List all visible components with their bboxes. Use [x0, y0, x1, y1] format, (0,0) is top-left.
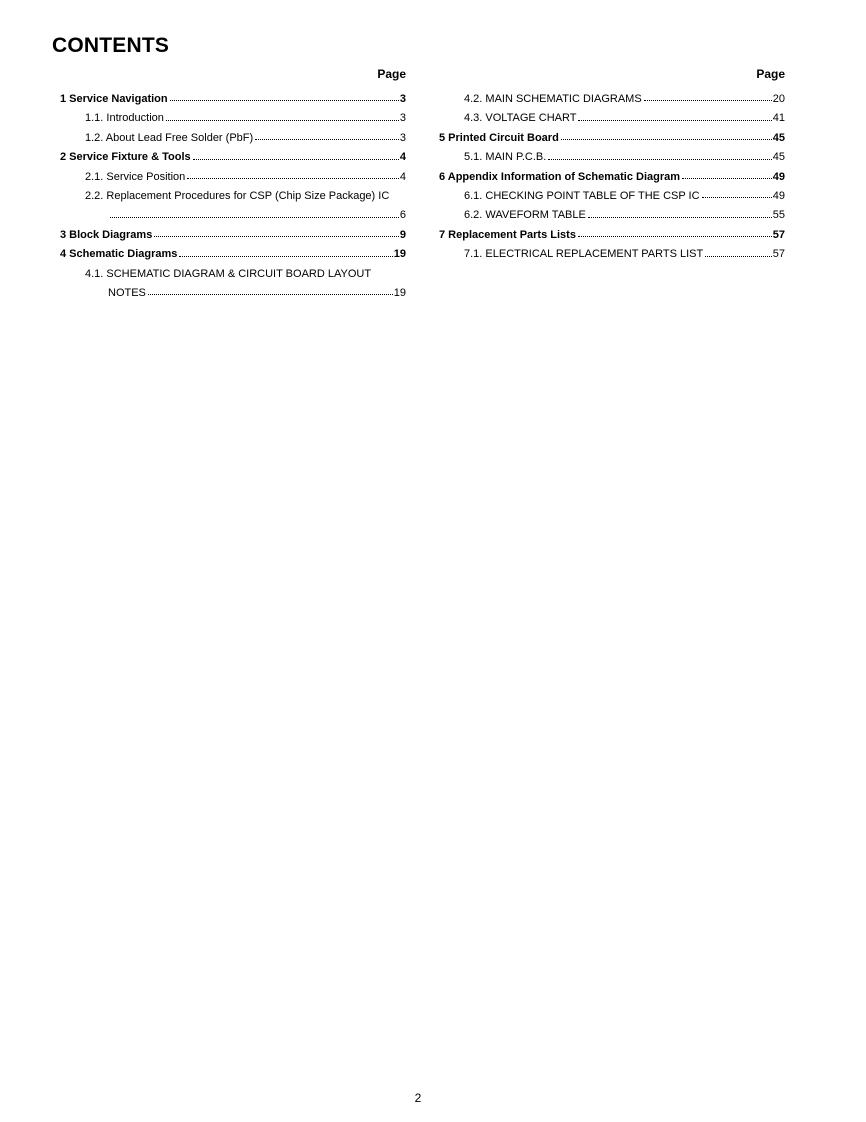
- dot-leader: [110, 217, 399, 218]
- dot-leader: [193, 159, 399, 160]
- toc-entry-page: 3: [399, 93, 406, 105]
- dot-leader: [588, 217, 772, 218]
- toc-entry-page: 4: [399, 151, 406, 164]
- toc-entry[interactable]: [437, 187, 785, 206]
- toc-entry-label: 1.1. Introduction: [85, 112, 164, 125]
- toc-entry[interactable]: [58, 245, 406, 264]
- toc-entry-page: 6: [399, 209, 406, 222]
- toc-entry-page: 19: [393, 286, 406, 299]
- toc-entry-label: 6.2. WAVEFORM TABLE: [464, 209, 586, 222]
- toc-entry[interactable]: [58, 168, 406, 187]
- dot-leader: [561, 139, 772, 140]
- toc-entry-page: 9: [399, 228, 406, 241]
- toc-entry-continuation: [58, 284, 406, 303]
- toc-entry[interactable]: [437, 148, 785, 167]
- toc-entry-label: 4.3. VOLTAGE CHART: [464, 112, 577, 125]
- dot-leader: [705, 256, 772, 257]
- toc-entry-page: 41: [772, 112, 785, 125]
- toc-entry-wrapped[interactable]: [58, 265, 406, 304]
- toc-entry-page: 49: [772, 170, 785, 183]
- toc-entry-page: 19: [393, 248, 406, 261]
- dot-leader: [148, 294, 393, 295]
- dot-leader: [548, 159, 771, 160]
- toc-entry-label: 4 Schematic Diagrams: [60, 248, 178, 261]
- toc-entry-label: 1 Service Navigation: [60, 93, 168, 105]
- toc-entry[interactable]: [437, 90, 785, 109]
- toc-entry[interactable]: [58, 90, 406, 109]
- toc-entry-page: 45: [772, 151, 785, 164]
- toc-entry-page: 57: [772, 248, 785, 261]
- toc-entry[interactable]: [437, 109, 785, 128]
- toc-left-column: [58, 66, 406, 303]
- toc-entry-label: 6 Appendix Information of Schematic Diagram: [439, 170, 681, 183]
- toc-entry-label: 5 Printed Circuit Board: [439, 131, 559, 144]
- toc-entry-continuation: [58, 206, 406, 225]
- toc-entry-label: 7 Replacement Parts Lists: [439, 228, 576, 241]
- page-column-header: Page: [377, 67, 406, 81]
- toc-entry-label: 4.1. SCHEMATIC DIAGRAM & CIRCUIT BOARD LAYOUT: [85, 267, 372, 280]
- toc-entry-page: 4: [399, 170, 406, 183]
- toc-entry-page: 3: [399, 131, 406, 144]
- toc-entry[interactable]: [437, 129, 785, 148]
- toc-entry-label: 7.1. ELECTRICAL REPLACEMENT PARTS LIST: [464, 248, 704, 261]
- dot-leader: [578, 236, 772, 237]
- toc-right-column: [437, 66, 785, 265]
- toc-entry-label: 2.1. Service Position: [85, 170, 186, 183]
- toc-entry[interactable]: [437, 245, 785, 264]
- toc-entry-label: 2.2. Replacement Procedures for CSP (Chip Size Package) IC: [85, 189, 390, 202]
- toc-entry-wrapped[interactable]: [58, 187, 406, 226]
- toc-entry-label: 5.1. MAIN P.C.B.: [464, 151, 547, 164]
- toc-entry-label: 2 Service Fixture & Tools: [60, 151, 191, 164]
- page-number: 2: [414, 1091, 422, 1105]
- dot-leader: [702, 197, 772, 198]
- toc-entry[interactable]: [58, 226, 406, 245]
- toc-entry-page: 3: [399, 112, 406, 125]
- toc-entry-label-continued: NOTES: [108, 286, 146, 299]
- document-title: CONTENTS: [52, 34, 170, 57]
- dot-leader: [187, 178, 399, 179]
- dot-leader: [682, 178, 772, 179]
- toc-entry-page: 45: [772, 131, 785, 144]
- toc-entry[interactable]: [58, 148, 406, 167]
- dot-leader: [154, 236, 399, 237]
- toc-entry-label: 1.2. About Lead Free Solder (PbF): [85, 131, 254, 144]
- toc-entry[interactable]: [437, 206, 785, 225]
- toc-entry[interactable]: [58, 109, 406, 128]
- dot-leader: [166, 120, 399, 121]
- page-column-header: Page: [756, 67, 785, 81]
- toc-entry-label: 3 Block Diagrams: [60, 228, 153, 241]
- toc-entry[interactable]: [58, 129, 406, 148]
- toc-entry-page: 49: [772, 189, 785, 202]
- dot-leader: [255, 139, 399, 140]
- toc-entry[interactable]: [437, 226, 785, 245]
- dot-leader: [179, 256, 392, 257]
- toc-entry[interactable]: [437, 168, 785, 187]
- toc-entry-label: 4.2. MAIN SCHEMATIC DIAGRAMS: [464, 93, 642, 105]
- toc-entry-label: 6.1. CHECKING POINT TABLE OF THE CSP IC: [464, 189, 700, 202]
- dot-leader: [644, 100, 772, 101]
- toc-entry-page: 55: [772, 209, 785, 222]
- toc-entry-page: 57: [772, 228, 785, 241]
- dot-leader: [170, 100, 399, 101]
- dot-leader: [578, 120, 771, 121]
- toc-entry-page: 20: [772, 93, 785, 105]
